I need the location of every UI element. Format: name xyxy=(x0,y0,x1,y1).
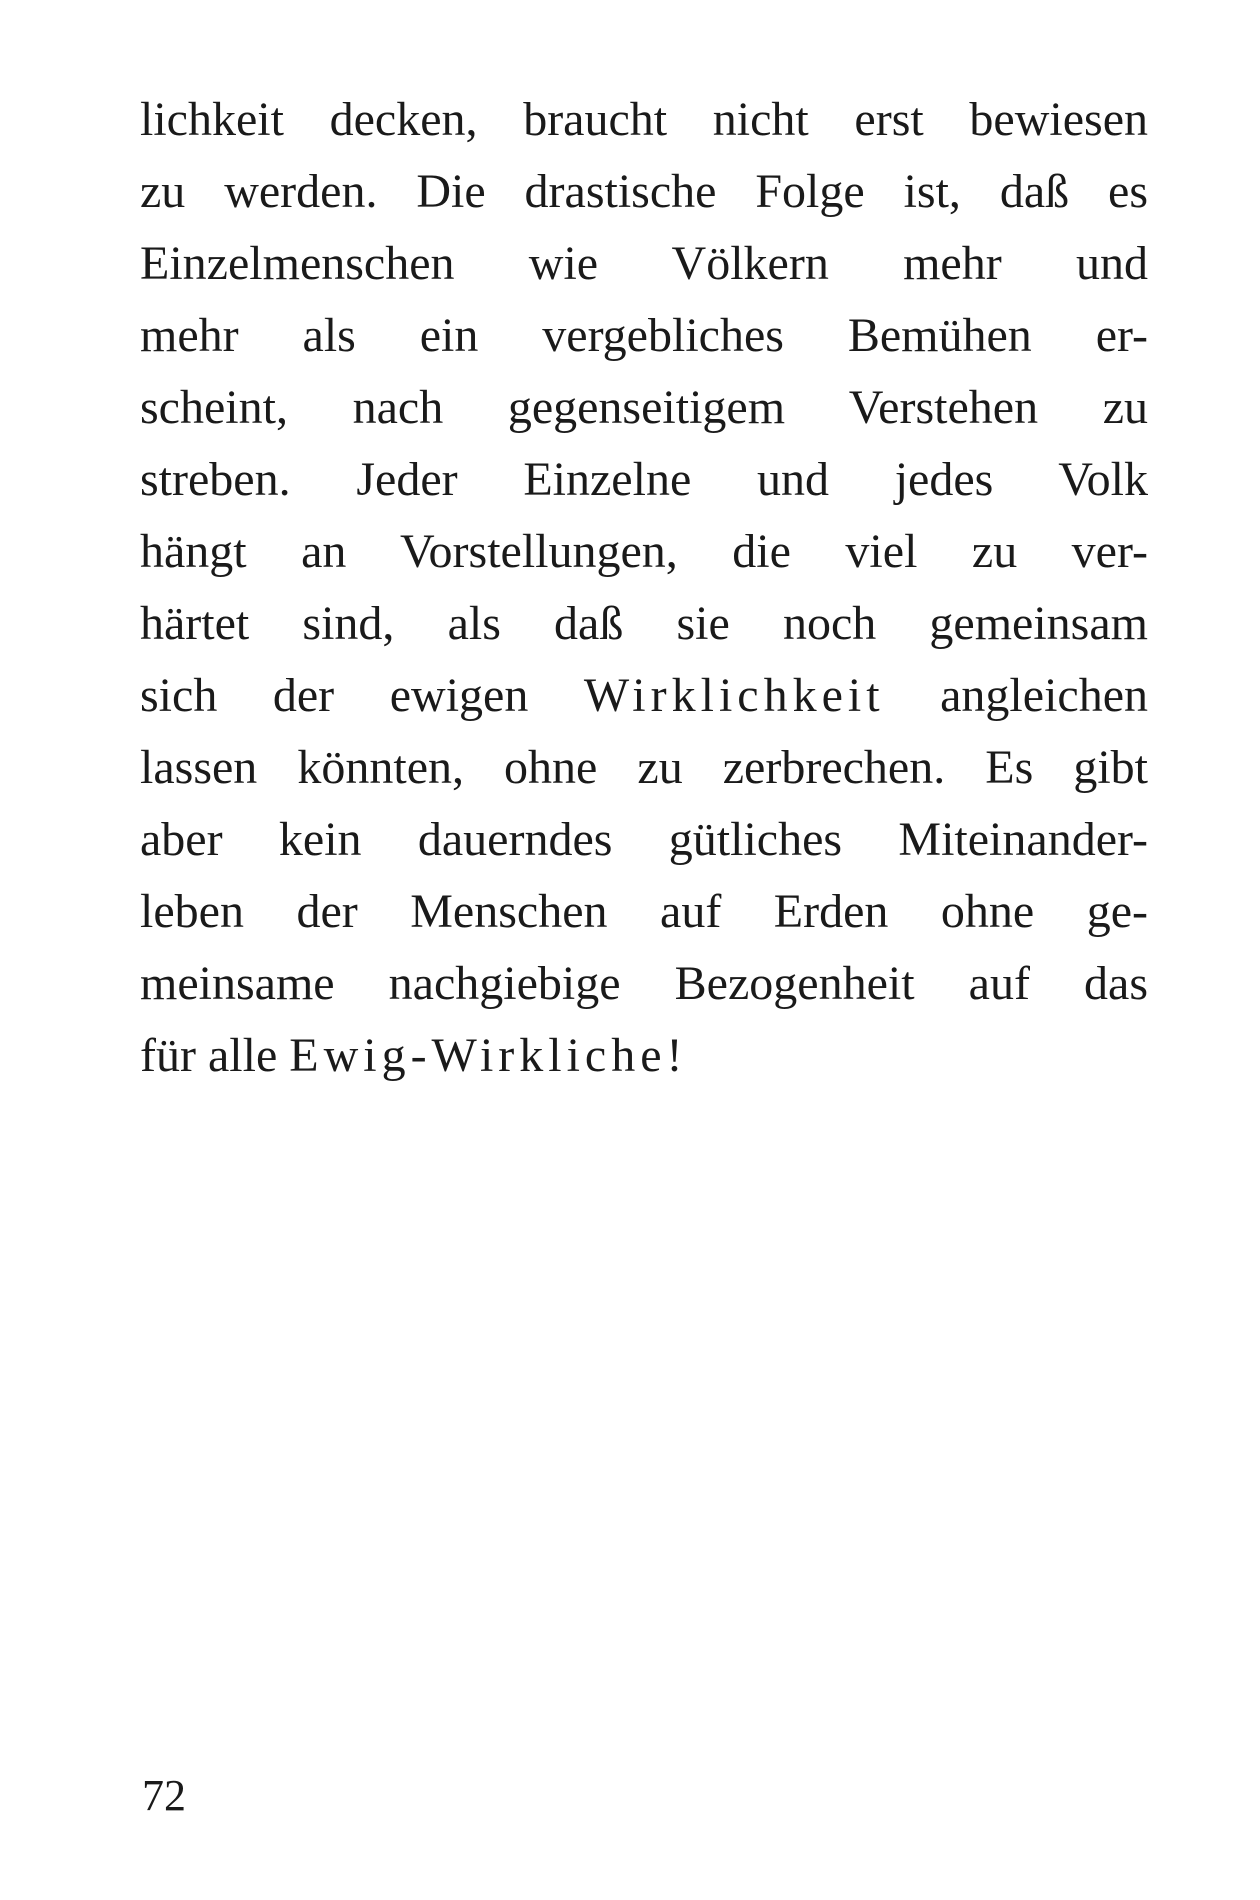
text-line-9 xyxy=(140,660,1148,732)
text-line-6: streben. Jeder Einzelne und jedes Volk xyxy=(140,453,1148,506)
text-line-8: härtet sind, als daß sie noch gemeinsam xyxy=(140,597,1148,650)
text-line-5: scheint, nach gegenseitigem Verstehen zu xyxy=(140,381,1148,434)
text-line-14 xyxy=(140,1020,1148,1092)
text-segment: für alle xyxy=(140,1029,290,1082)
text-line-10: lassen könnten, ohne zu zerbrechen. Es gibt xyxy=(140,741,1148,794)
page-number: 72 xyxy=(142,1771,186,1820)
emphasized-word: Ewig-Wirkliche! xyxy=(289,1029,688,1082)
text-line-13: meinsame nachgiebige Bezogenheit auf das xyxy=(140,957,1148,1010)
emphasized-word: Wirklichkeit xyxy=(583,669,885,722)
text-line-11: aber kein dauerndes gütliches Miteinander- xyxy=(140,813,1148,866)
text-line-7: hängt an Vorstellungen, die viel zu ver- xyxy=(140,525,1148,578)
body-paragraph xyxy=(140,84,1148,1092)
text-line-12: leben der Menschen auf Erden ohne ge- xyxy=(140,885,1148,938)
text-line-1: lichkeit decken, braucht nicht erst bewiesen xyxy=(140,93,1148,146)
text-segment: angleichen xyxy=(884,669,1149,722)
text-segment: sich der ewigen xyxy=(140,669,584,722)
text-line-4: mehr als ein vergebliches Bemühen er- xyxy=(140,309,1148,362)
text-line-2: zu werden. Die drastische Folge ist, daß es xyxy=(140,165,1148,218)
text-line-3: Einzelmenschen wie Völkern mehr und xyxy=(140,237,1148,290)
